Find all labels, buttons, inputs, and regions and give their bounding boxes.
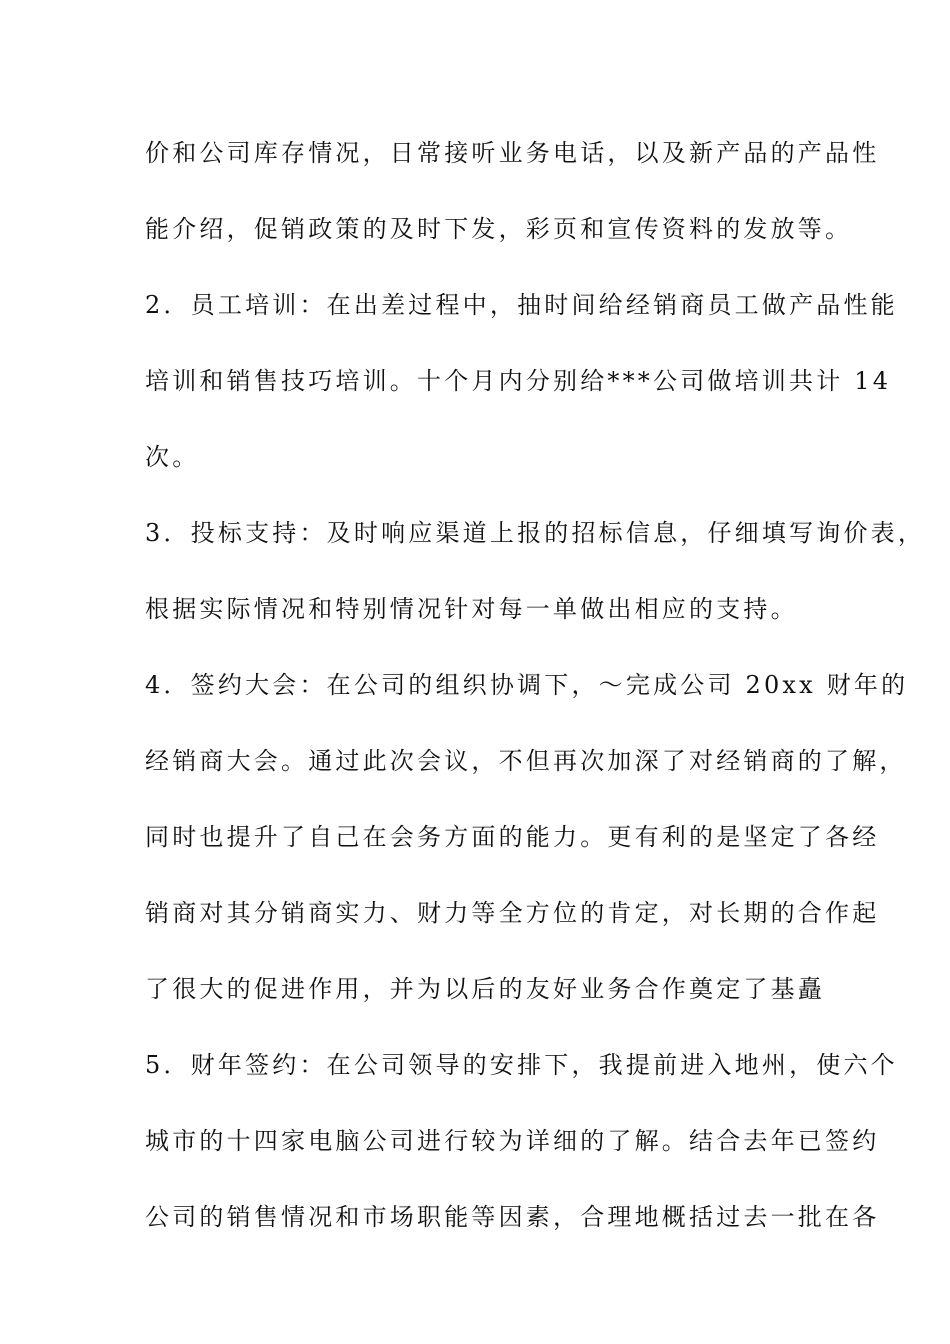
text-line: 根据实际情况和特别情况针对每一单做出相应的支持。 — [145, 595, 798, 623]
text-line: 培训和销售技巧培训。十个月内分别给***公司做培训共计 14 — [145, 367, 892, 395]
text-line: 公司的销售情况和市场职能等因素，合理地概括过去一批在各 — [145, 1203, 880, 1231]
text-line: 次。 — [145, 443, 200, 471]
text-line: 销商对其分销商实力、财力等全方位的肯定，对长期的合作起 — [145, 899, 880, 927]
text-line: 2．员工培训：在出差过程中，抽时间给经销商员工做产品性能 — [145, 291, 898, 319]
text-line: 同时也提升了自己在会务方面的能力。更有利的是坚定了各经 — [145, 823, 880, 851]
text-line: 城市的十四家电脑公司进行较为详细的了解。结合去年已签约 — [145, 1127, 880, 1155]
text-line: 价和公司库存情况，日常接听业务电话，以及新产品的产品性 — [145, 139, 880, 167]
text-line: 能介绍，促销政策的及时下发，彩页和宣传资料的发放等。 — [145, 215, 853, 243]
text-line: 经销商大会。通过此次会议，不但再次加深了对经销商的了解， — [145, 747, 907, 775]
text-line: 5．财年签约：在公司领导的安排下，我提前进入地州，使六个 — [145, 1051, 898, 1079]
text-line: 了很大的促进作用，并为以后的友好业务合作奠定了基矗 — [145, 975, 825, 1003]
text-line: 4．签约大会：在公司的组织协调下，～完成公司 20xx 财年的 — [145, 671, 909, 699]
document-body — [145, 128, 926, 1268]
text-line: 3．投标支持：及时响应渠道上报的招标信息，仔细填写询价表， — [145, 519, 926, 547]
